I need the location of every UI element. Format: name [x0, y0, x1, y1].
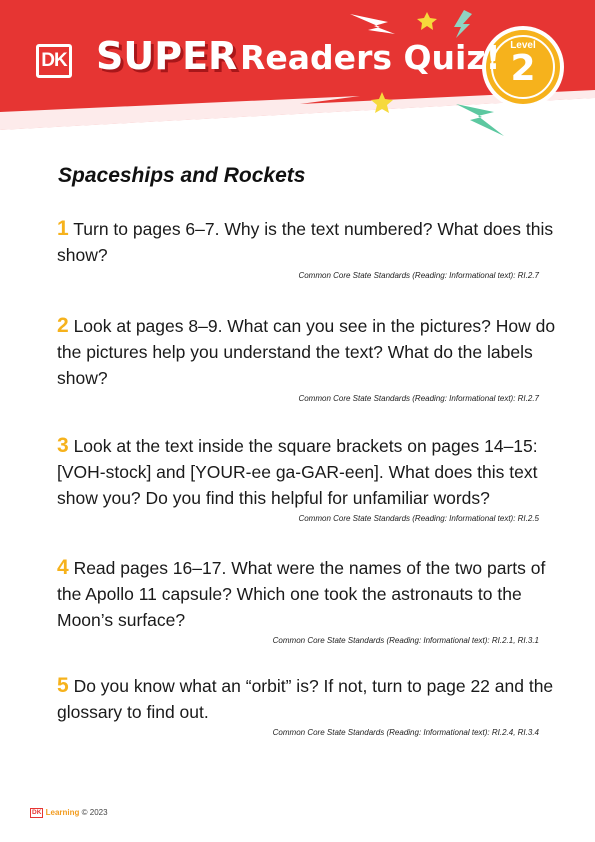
question-text: Turn to pages 6–7. Why is the text numbered? What does this show?: [57, 219, 554, 265]
question-number: 3: [57, 434, 69, 457]
question-number: 4: [57, 556, 69, 579]
question-number: 5: [57, 674, 69, 697]
question-standard: Common Core State Standards (Reading: Informational text): RI.2.5: [298, 514, 539, 523]
footer-copyright: © 2023: [81, 808, 108, 817]
question-number: 2: [57, 314, 69, 337]
question-text: Read pages 16–17. What were the names of the two parts of the Apollo 11 capsule? Which one took the astronauts to the Moon’s surface?: [57, 558, 546, 630]
page-title: Spaceships and Rockets: [58, 164, 306, 187]
question-standard: Common Core State Standards (Reading: Informational text): RI.2.1, RI.3.1: [272, 636, 539, 645]
level-number: 2: [510, 48, 536, 89]
level-label: Level: [510, 40, 536, 51]
question-1: [57, 216, 557, 280]
footer-brand: Learning: [45, 808, 80, 817]
question-standard: Common Core State Standards (Reading: Informational text): RI.2.7: [298, 271, 539, 280]
question-text: Look at pages 8–9. What can you see in the pictures? How do the pictures help you understand the text? What do the labels show?: [57, 316, 556, 388]
title-readers-quiz: Readers Quiz!: [240, 38, 501, 77]
question-number: 1: [57, 217, 69, 240]
question-standard: Common Core State Standards (Reading: Informational text): RI.2.4, RI.3.4: [272, 728, 539, 737]
dk-logo: DK: [36, 44, 72, 78]
question-text: Look at the text inside the square brackets on pages 14–15: [VOH-stock] and [YOUR-ee ga-GAR-een]. What does this text show you? Do you find this helpful for unfamiliar words?: [57, 436, 538, 508]
question-4: [57, 555, 557, 645]
footer: [30, 808, 108, 818]
question-2: [57, 313, 557, 403]
footer-dk-logo: DK: [32, 809, 42, 816]
question-standard: Common Core State Standards (Reading: Informational text): RI.2.7: [298, 394, 539, 403]
question-5: [57, 673, 557, 737]
question-text: Do you know what an “orbit” is? If not, turn to page 22 and the glossary to find out.: [57, 676, 554, 722]
question-3: [57, 433, 557, 523]
title-super: SUPER: [96, 34, 238, 78]
